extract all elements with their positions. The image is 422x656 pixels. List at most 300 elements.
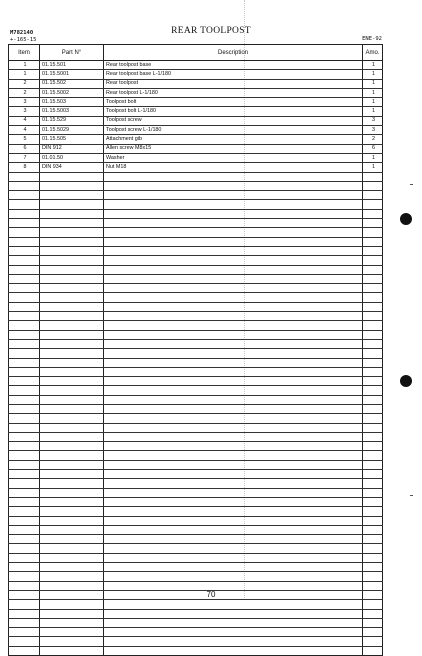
cell-item — [9, 637, 40, 646]
table-row — [9, 116, 383, 125]
table-row — [9, 107, 383, 116]
cell-item — [9, 321, 40, 330]
cell-part-number — [40, 321, 104, 330]
cell-description — [104, 181, 363, 190]
cell-description — [104, 274, 363, 283]
cell-description — [104, 219, 363, 228]
cell-description — [104, 302, 363, 311]
blank-row — [9, 302, 383, 311]
cell-part-number — [40, 451, 104, 460]
blank-row — [9, 330, 383, 339]
cell-amount: 6 — [363, 144, 383, 153]
blank-row — [9, 563, 383, 572]
cell-part-number — [40, 432, 104, 441]
blank-row — [9, 507, 383, 516]
cell-item — [9, 386, 40, 395]
edition-code: ENE-92 — [362, 36, 382, 42]
blank-row — [9, 237, 383, 246]
blank-row — [9, 442, 383, 451]
cell-description — [104, 451, 363, 460]
cell-description: Washer — [104, 153, 363, 162]
cell-amount — [363, 377, 383, 386]
cell-item — [9, 302, 40, 311]
cell-description — [104, 200, 363, 209]
cell-description — [104, 209, 363, 218]
cell-description — [104, 432, 363, 441]
cell-description: Rear toolpost base — [104, 61, 363, 70]
cell-amount — [363, 367, 383, 376]
cell-amount — [363, 228, 383, 237]
blank-row — [9, 284, 383, 293]
blank-row — [9, 544, 383, 553]
cell-item: 1 — [9, 61, 40, 70]
cell-part-number — [40, 618, 104, 627]
page-number: 70 — [206, 590, 216, 599]
cell-description — [104, 284, 363, 293]
blank-row — [9, 191, 383, 200]
cell-item — [9, 377, 40, 386]
cell-part-number — [40, 572, 104, 581]
blank-row — [9, 181, 383, 190]
cell-part-number — [40, 628, 104, 637]
cell-amount — [363, 553, 383, 562]
cell-amount — [363, 488, 383, 497]
cell-part-number — [40, 507, 104, 516]
cell-amount — [363, 646, 383, 655]
blank-row — [9, 451, 383, 460]
cell-description — [104, 442, 363, 451]
cell-item: 3 — [9, 98, 40, 107]
scan-speck — [410, 184, 413, 185]
cell-item — [9, 460, 40, 469]
cell-part-number — [40, 479, 104, 488]
cell-item — [9, 479, 40, 488]
blank-row — [9, 525, 383, 534]
cell-item — [9, 200, 40, 209]
cell-description — [104, 470, 363, 479]
cell-description — [104, 572, 363, 581]
cell-amount — [363, 284, 383, 293]
cell-part-number — [40, 246, 104, 255]
cell-description — [104, 414, 363, 423]
cell-description: Rear toolpost base L-1/180 — [104, 70, 363, 79]
cell-part-number: 01.15.5003 — [40, 107, 104, 116]
cell-amount — [363, 219, 383, 228]
cell-description — [104, 265, 363, 274]
table-row — [9, 153, 383, 162]
cell-description: Rear toolpost — [104, 79, 363, 88]
cell-item — [9, 646, 40, 655]
cell-part-number: DIN 912 — [40, 144, 104, 153]
cell-part-number — [40, 609, 104, 618]
blank-row — [9, 265, 383, 274]
cell-description — [104, 349, 363, 358]
cell-amount — [363, 572, 383, 581]
cell-item — [9, 609, 40, 618]
cell-item — [9, 423, 40, 432]
cell-amount: 2 — [363, 135, 383, 144]
cell-part-number: 01.15.505 — [40, 135, 104, 144]
cell-part-number — [40, 646, 104, 655]
cell-item — [9, 312, 40, 321]
blank-row — [9, 395, 383, 404]
cell-item — [9, 507, 40, 516]
cell-description — [104, 256, 363, 265]
blank-row — [9, 274, 383, 283]
binder-hole — [400, 213, 412, 225]
cell-amount — [363, 460, 383, 469]
page-title: REAR TOOLPOST — [171, 26, 251, 36]
cell-item: 4 — [9, 126, 40, 135]
cell-item — [9, 395, 40, 404]
cell-item — [9, 228, 40, 237]
cell-amount — [363, 497, 383, 506]
blank-row — [9, 553, 383, 562]
blank-row — [9, 367, 383, 376]
cell-description — [104, 377, 363, 386]
cell-amount — [363, 349, 383, 358]
blank-row — [9, 628, 383, 637]
cell-amount: 1 — [363, 107, 383, 116]
blank-row — [9, 572, 383, 581]
cell-part-number — [40, 237, 104, 246]
cell-part-number: DIN 934 — [40, 163, 104, 172]
cell-part-number — [40, 553, 104, 562]
cell-part-number — [40, 349, 104, 358]
cell-item — [9, 553, 40, 562]
cell-amount — [363, 209, 383, 218]
cell-amount: 1 — [363, 70, 383, 79]
blank-row — [9, 172, 383, 181]
cell-part-number — [40, 386, 104, 395]
column-header-item: Item — [9, 45, 40, 61]
cell-amount — [363, 600, 383, 609]
cell-description: Toolpost bolt L-1/180 — [104, 107, 363, 116]
cell-amount — [363, 479, 383, 488]
cell-item — [9, 219, 40, 228]
cell-description — [104, 358, 363, 367]
cell-item — [9, 330, 40, 339]
table-row — [9, 70, 383, 79]
cell-amount: 1 — [363, 163, 383, 172]
cell-item — [9, 293, 40, 302]
cell-part-number — [40, 172, 104, 181]
blank-row — [9, 256, 383, 265]
cell-description — [104, 525, 363, 534]
cell-amount: 3 — [363, 116, 383, 125]
cell-item: 1 — [9, 70, 40, 79]
blank-row — [9, 200, 383, 209]
cell-item — [9, 172, 40, 181]
cell-item — [9, 470, 40, 479]
cell-part-number — [40, 460, 104, 469]
cell-part-number — [40, 265, 104, 274]
cell-part-number — [40, 497, 104, 506]
scan-speck — [410, 495, 413, 496]
cell-description: Nut M18 — [104, 163, 363, 172]
cell-description — [104, 246, 363, 255]
cell-part-number — [40, 339, 104, 348]
cell-description — [104, 237, 363, 246]
cell-amount — [363, 200, 383, 209]
cell-item — [9, 600, 40, 609]
table-row — [9, 126, 383, 135]
cell-part-number — [40, 312, 104, 321]
cell-item — [9, 544, 40, 553]
cell-description — [104, 618, 363, 627]
cell-amount — [363, 274, 383, 283]
table-row — [9, 163, 383, 172]
cell-description — [104, 479, 363, 488]
cell-part-number: 01.15.501 — [40, 61, 104, 70]
column-header-description: Description — [104, 45, 363, 61]
cell-part-number — [40, 563, 104, 572]
cell-item — [9, 367, 40, 376]
cell-part-number — [40, 377, 104, 386]
cell-amount — [363, 516, 383, 525]
cell-item — [9, 442, 40, 451]
cell-description — [104, 497, 363, 506]
cell-description — [104, 609, 363, 618]
blank-row — [9, 209, 383, 218]
table-row — [9, 79, 383, 88]
cell-amount: 1 — [363, 153, 383, 162]
cell-description — [104, 404, 363, 413]
cell-item — [9, 404, 40, 413]
cell-amount — [363, 312, 383, 321]
cell-item — [9, 284, 40, 293]
cell-item — [9, 563, 40, 572]
cell-item — [9, 265, 40, 274]
cell-amount — [363, 293, 383, 302]
cell-amount: 3 — [363, 126, 383, 135]
cell-part-number — [40, 219, 104, 228]
cell-item: 3 — [9, 107, 40, 116]
blank-row — [9, 246, 383, 255]
cell-amount — [363, 237, 383, 246]
cell-description — [104, 507, 363, 516]
cell-item: 4 — [9, 116, 40, 125]
cell-item — [9, 516, 40, 525]
cell-item — [9, 497, 40, 506]
cell-amount — [363, 563, 383, 572]
cell-part-number: 01.15.502 — [40, 79, 104, 88]
cell-description: Toolpost screw — [104, 116, 363, 125]
cell-amount — [363, 358, 383, 367]
cell-part-number — [40, 358, 104, 367]
cell-description — [104, 330, 363, 339]
cell-description — [104, 367, 363, 376]
cell-part-number — [40, 516, 104, 525]
cell-amount — [363, 256, 383, 265]
cell-item — [9, 246, 40, 255]
cell-part-number — [40, 395, 104, 404]
blank-row — [9, 535, 383, 544]
cell-item: 7 — [9, 153, 40, 162]
cell-amount — [363, 246, 383, 255]
cell-amount — [363, 432, 383, 441]
cell-description — [104, 395, 363, 404]
cell-part-number — [40, 228, 104, 237]
document-code: M782140 — [10, 30, 34, 36]
cell-description — [104, 488, 363, 497]
cell-description — [104, 535, 363, 544]
cell-description — [104, 600, 363, 609]
cell-description — [104, 386, 363, 395]
cell-part-number — [40, 191, 104, 200]
cell-amount — [363, 442, 383, 451]
cell-part-number: 01.15.5029 — [40, 126, 104, 135]
cell-description — [104, 423, 363, 432]
cell-part-number — [40, 544, 104, 553]
blank-row — [9, 488, 383, 497]
cell-part-number — [40, 525, 104, 534]
cell-item — [9, 339, 40, 348]
cell-part-number — [40, 488, 104, 497]
cell-item: 8 — [9, 163, 40, 172]
cell-part-number — [40, 600, 104, 609]
cell-item: 5 — [9, 135, 40, 144]
cell-amount — [363, 609, 383, 618]
cell-amount — [363, 321, 383, 330]
cell-part-number — [40, 535, 104, 544]
cell-item — [9, 358, 40, 367]
blank-row — [9, 497, 383, 506]
cell-description: Allen screw M8x15 — [104, 144, 363, 153]
blank-row — [9, 404, 383, 413]
cell-item — [9, 535, 40, 544]
cell-item — [9, 572, 40, 581]
blank-row — [9, 637, 383, 646]
cell-description — [104, 544, 363, 553]
cell-amount — [363, 191, 383, 200]
cell-part-number — [40, 414, 104, 423]
cell-item — [9, 237, 40, 246]
cell-amount — [363, 386, 383, 395]
cell-amount — [363, 339, 383, 348]
cell-amount — [363, 181, 383, 190]
cell-item — [9, 191, 40, 200]
cell-amount — [363, 535, 383, 544]
cell-description — [104, 637, 363, 646]
cell-part-number — [40, 256, 104, 265]
cell-part-number — [40, 181, 104, 190]
cell-amount — [363, 172, 383, 181]
table-row — [9, 98, 383, 107]
cell-description — [104, 191, 363, 200]
blank-row — [9, 516, 383, 525]
blank-row — [9, 321, 383, 330]
cell-amount — [363, 470, 383, 479]
cell-amount — [363, 637, 383, 646]
cell-amount — [363, 423, 383, 432]
blank-row — [9, 479, 383, 488]
cell-amount — [363, 265, 383, 274]
cell-description — [104, 563, 363, 572]
cell-amount — [363, 507, 383, 516]
cell-description — [104, 553, 363, 562]
cell-part-number — [40, 302, 104, 311]
cell-amount — [363, 302, 383, 311]
cell-description — [104, 228, 363, 237]
cell-item — [9, 525, 40, 534]
cell-part-number — [40, 404, 104, 413]
blank-row — [9, 609, 383, 618]
cell-item: 6 — [9, 144, 40, 153]
parts-table-body — [9, 61, 383, 656]
cell-amount — [363, 525, 383, 534]
cell-part-number — [40, 330, 104, 339]
cell-amount — [363, 395, 383, 404]
cell-amount — [363, 618, 383, 627]
blank-row — [9, 386, 383, 395]
cell-amount — [363, 628, 383, 637]
cell-description — [104, 628, 363, 637]
cell-item: 2 — [9, 79, 40, 88]
cell-amount — [363, 404, 383, 413]
cell-description — [104, 460, 363, 469]
blank-row — [9, 423, 383, 432]
blank-row — [9, 618, 383, 627]
cell-description — [104, 339, 363, 348]
cell-part-number — [40, 209, 104, 218]
cell-item — [9, 349, 40, 358]
blank-row — [9, 219, 383, 228]
cell-item — [9, 488, 40, 497]
table-row — [9, 61, 383, 70]
cell-part-number: 01.01.50 — [40, 153, 104, 162]
cell-amount: 1 — [363, 61, 383, 70]
cell-part-number — [40, 274, 104, 283]
blank-row — [9, 432, 383, 441]
column-header-amount: Amo. — [363, 45, 383, 61]
cell-item — [9, 181, 40, 190]
cell-description — [104, 293, 363, 302]
cell-part-number: 01.15.5001 — [40, 70, 104, 79]
cell-item — [9, 274, 40, 283]
cell-part-number: 01.15.503 — [40, 98, 104, 107]
cell-description: Toolpost screw L-1/180 — [104, 126, 363, 135]
blank-row — [9, 312, 383, 321]
blank-row — [9, 349, 383, 358]
cell-part-number — [40, 470, 104, 479]
cell-description — [104, 516, 363, 525]
cell-part-number: 01.15.529 — [40, 116, 104, 125]
cell-part-number — [40, 637, 104, 646]
table-header-row — [9, 45, 383, 61]
cell-amount — [363, 451, 383, 460]
blank-row — [9, 377, 383, 386]
blank-row — [9, 358, 383, 367]
parts-table — [8, 44, 383, 656]
cell-part-number — [40, 442, 104, 451]
cell-description — [104, 646, 363, 655]
cell-item — [9, 209, 40, 218]
blank-row — [9, 339, 383, 348]
cell-amount — [363, 330, 383, 339]
cell-description — [104, 312, 363, 321]
blank-row — [9, 600, 383, 609]
cell-item — [9, 256, 40, 265]
document-subcode: +-165-15 — [10, 37, 37, 43]
blank-row — [9, 460, 383, 469]
blank-row — [9, 414, 383, 423]
cell-item — [9, 432, 40, 441]
cell-amount: 1 — [363, 98, 383, 107]
cell-part-number — [40, 293, 104, 302]
column-header-part-number: Part N° — [40, 45, 104, 61]
cell-item — [9, 628, 40, 637]
